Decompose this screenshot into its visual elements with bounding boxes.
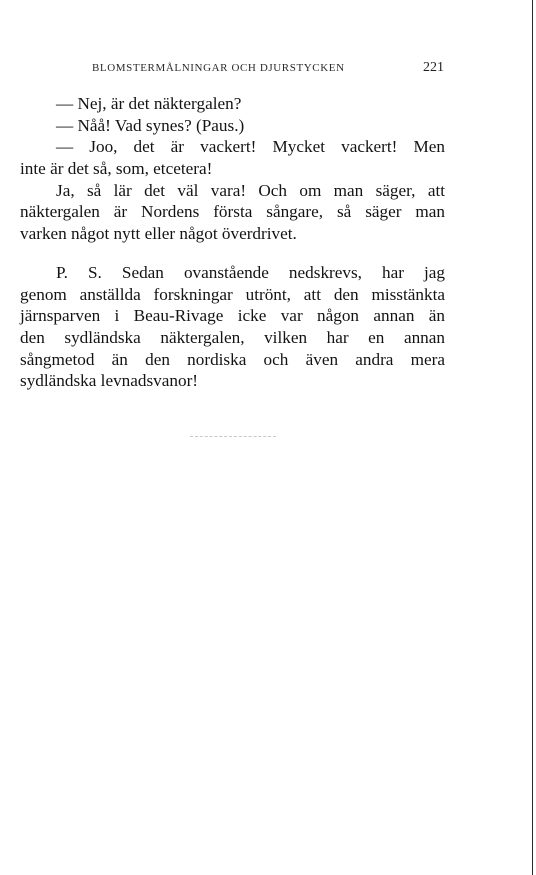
text-line: inte är det så, som, etcetera! [20, 159, 213, 179]
text-line: P. S. Sedan ovanstående nedskrevs, har jag [56, 263, 445, 282]
section-end-rule [190, 436, 276, 437]
dialogue-paragraph [20, 93, 445, 245]
text-line: näktergalen är Nordens första sångare, så säger man [20, 202, 445, 222]
page-edge-line [532, 0, 533, 875]
text-line: — Joo, det är vackert! Mycket vackert! Men [56, 137, 445, 157]
postscript-paragraph [20, 262, 445, 392]
text-line: den sydländska näktergalen, vilken har en annan [20, 328, 445, 348]
text-line: sångmetod än den nordiska och även andra mera [20, 349, 445, 369]
text-line: varken något nytt eller något överdrivet. [20, 224, 297, 244]
text-line: genom anställda forskningar utrönt, att den misstänkta [20, 284, 445, 304]
running-title: BLOMSTERMÅLNINGAR OCH DJURSTYCKEN [92, 62, 345, 74]
text-line: sydländska levnadsvanor! [20, 371, 199, 391]
page-number: 221 [423, 60, 444, 75]
text-line: järnsparven i Beau-Rivage icke var någon annan än [20, 306, 445, 326]
text-line: — Nej, är det näktergalen? [56, 94, 242, 113]
page-header [92, 60, 444, 78]
text-line: — Nåå! Vad synes? (Paus.) [56, 115, 245, 135]
text-line: Ja, så lär det väl vara! Och om man säger, att [56, 180, 445, 200]
